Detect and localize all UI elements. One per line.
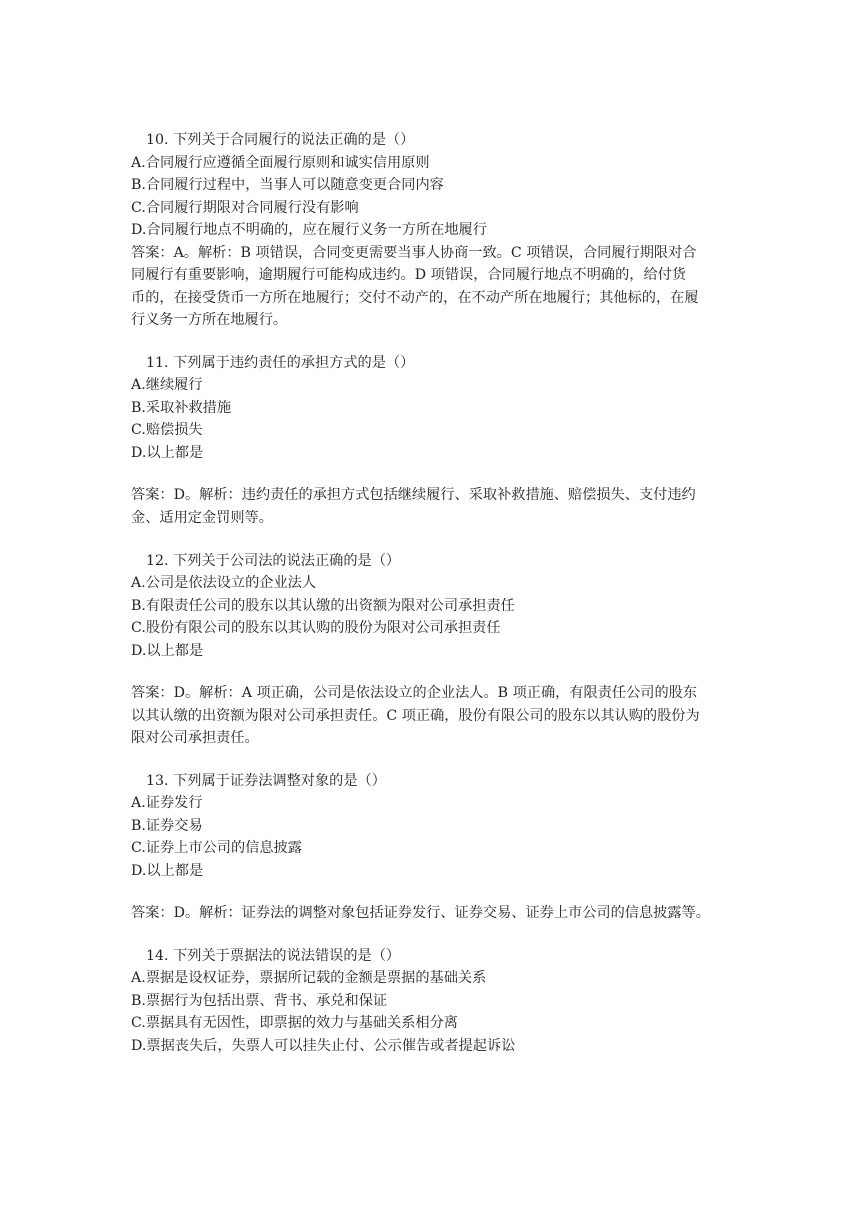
option-c: C.赔偿损失 [131, 422, 203, 439]
option-b: B.有限责任公司的股东以其认缴的出资额为限对公司承担责任 [131, 597, 515, 614]
option-d: D.以上都是 [131, 642, 204, 659]
option-b: B.合同履行过程中，当事人可以随意变更合同内容 [131, 177, 444, 193]
option-c: C.票据具有无因性，即票据的效力与基础关系相分离 [131, 1015, 458, 1032]
question-title: 14. 下列关于票据法的说法错误的是（） [146, 947, 401, 964]
spacer [131, 662, 730, 682]
spacer [131, 530, 730, 550]
option-c: C.股份有限公司的股东以其认购的股份为限对公司承担责任 [131, 620, 501, 637]
option-c: C.合同履行期限对合同履行没有影响 [131, 199, 359, 216]
question-13 [131, 770, 730, 925]
spacer [131, 332, 730, 352]
spacer [131, 925, 730, 945]
option-a: A.证券发行 [131, 795, 203, 812]
question-12 [131, 550, 730, 750]
question-14 [131, 945, 730, 1058]
question-title: 10. 下列关于合同履行的说法正确的是（） [146, 132, 415, 148]
spacer [131, 464, 730, 484]
question-title: 13. 下列属于证券法调整对象的是（） [146, 772, 386, 789]
answer-explanation: 答案：A。解析：B 项错误，合同变更需要当事人协商一致。C 项错误，合同履行期限对合 同履行有重要影响，逾期履行可能构成违约。D 项错误，合同履行地点不明确的，给付货 币的，在接受货币一方所在地履行；交付不动产的，在不动产所在地履行；其他标的，在履 行义务一方所在地履行。 [131, 244, 699, 329]
question-10 [131, 129, 730, 332]
option-d: D.以上都是 [131, 444, 204, 461]
question-11 [131, 352, 730, 530]
option-d: D.合同履行地点不明确的，应在履行义务一方所在地履行 [131, 222, 487, 238]
answer-explanation: 答案：D。解析：证券法的调整对象包括证券发行、证券交易、证券上市公司的信息披露等。 [131, 905, 710, 922]
answer-explanation: 答案：D。解析：违约责任的承担方式包括继续履行、采取补救措施、赔偿损失、支付违约 金、适用定金罚则等。 [131, 487, 696, 526]
answer-explanation: 答案：D。解析：A 项正确，公司是依法设立的企业法人。B 项正确，有限责任公司的股东 以其认缴的出资额为限对公司承担责任。C 项正确，股份有限公司的股东以其认购的股份为 限对公司承担责任。 [131, 685, 700, 747]
option-d: D.票据丧失后，失票人可以挂失止付、公示催告或者提起诉讼 [131, 1037, 516, 1054]
option-b: B.采取补救措施 [131, 399, 232, 416]
option-a: A.继续履行 [131, 377, 203, 394]
option-d: D.以上都是 [131, 862, 204, 879]
option-b: B.票据行为包括出票、背书、承兑和保证 [131, 992, 388, 1009]
question-title: 12. 下列关于公司法的说法正确的是（） [146, 552, 401, 569]
option-b: B.证券交易 [131, 817, 203, 834]
question-title: 11. 下列属于违约责任的承担方式的是（） [146, 354, 415, 371]
option-a: A.合同履行应遵循全面履行原则和诚实信用原则 [131, 154, 430, 171]
option-c: C.证券上市公司的信息披露 [131, 840, 302, 857]
spacer [131, 750, 730, 770]
option-a: A.票据是设权证券，票据所记载的金额是票据的基础关系 [131, 970, 487, 987]
spacer [131, 882, 730, 902]
option-a: A.公司是依法设立的企业法人 [131, 575, 317, 592]
